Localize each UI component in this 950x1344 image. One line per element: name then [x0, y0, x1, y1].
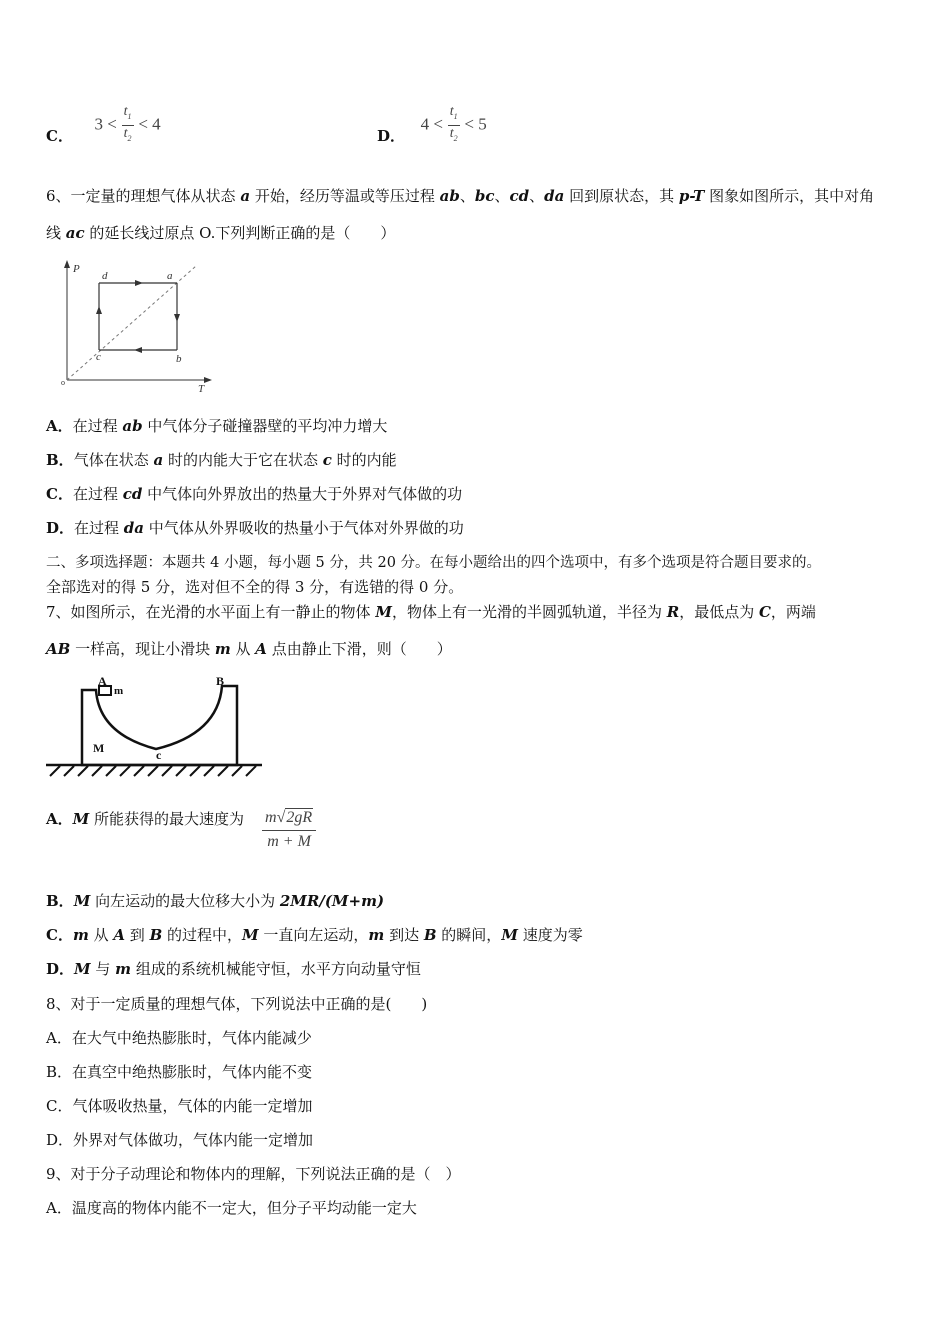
- q6-option-d: D．在过程 da 中气体从外界吸收的热量小于气体对外界做的功: [46, 519, 464, 537]
- q8-option-c: C．气体吸收热量，气体的内能一定增加: [46, 1097, 313, 1115]
- q7-stem-line1: 7、如图所示，在光滑的水平面上有一静止的物体 M，物体上有一光滑的半圆弧轨道，半径为 R，最低点为 C，两端: [46, 603, 816, 621]
- label-d: d: [102, 270, 108, 282]
- q6-pt-diagram: [58, 258, 218, 398]
- label-t: T: [198, 383, 205, 395]
- q6-stem-line1: 6、一定量的理想气体从状态 a 开始，经历等温或等压过程 ab、bc、cd、da 回到原状态，其 p-T 图象如图所示，其中对角: [46, 187, 875, 205]
- formula-denominator: m + M: [267, 833, 311, 850]
- q6-option-a: A．在过程 ab 中气体分子碰撞器壁的平均冲力增大: [46, 417, 388, 435]
- label-A: A: [98, 674, 107, 688]
- section2-heading-line1: 二、多项选择题：本题共 4 小题，每小题 5 分，共 20 分。在每小题给出的四个选项中，有多个选项是符合题目要求的。: [46, 555, 822, 571]
- q9-option-a: A．温度高的物体内能不一定大，但分子平均动能一定大: [46, 1199, 417, 1217]
- q5-option-d: [377, 104, 487, 147]
- q5-option-d-label: D．: [377, 127, 406, 146]
- q5-option-c: [46, 104, 161, 147]
- arrow-cd: [96, 306, 102, 314]
- q5-option-c-rhs: < 4: [138, 114, 161, 134]
- label-M: M: [93, 741, 105, 755]
- arrow-ab: [174, 314, 180, 322]
- p-axis-arrow: [64, 260, 70, 268]
- q5-option-c-fraction: $\frac{t_1}{t_2}$: [123, 104, 132, 143]
- q5-option-c-label: C．: [46, 127, 73, 146]
- q8-stem: 8、对于一定质量的理想气体，下列说法中正确的是( ): [46, 995, 428, 1013]
- label-B: B: [216, 674, 225, 688]
- label-p: P: [73, 263, 80, 275]
- q8-option-b: B．在真空中绝热膨胀时，气体内能不变: [46, 1063, 313, 1081]
- q6-option-b: B．气体在状态 a 时的内能大于它在状态 c 时的内能: [46, 451, 397, 469]
- t-axis-arrow: [204, 377, 212, 383]
- arrow-da: [135, 280, 143, 286]
- q6-option-c: C．在过程 cd 中气体向外界放出的热量大于外界对气体做的功: [46, 485, 463, 503]
- q9-stem: 9、对于分子动理论和物体内的理解，下列说法正确的是（ ）: [46, 1165, 461, 1183]
- q8-option-a: A．在大气中绝热膨胀时，气体内能减少: [46, 1029, 312, 1047]
- q7-option-a-formula: [262, 808, 316, 853]
- q7-option-a: A．M 所能获得的最大速度为: [46, 810, 245, 828]
- q5-option-d-rhs: < 5: [464, 114, 487, 134]
- label-c: c: [96, 351, 101, 363]
- label-a: a: [167, 270, 173, 282]
- q7-option-b: B．M 向左运动的最大位移大小为 2MR/(M+m): [46, 892, 385, 910]
- q7-track-diagram: [44, 672, 266, 784]
- formula-numerator: m√2gR: [262, 808, 316, 831]
- q7-option-c: C．m 从 A 到 B 的过程中，M 一直向左运动，m 到达 B 的瞬间，M 速度为零: [46, 926, 583, 944]
- section2-heading-line2: 全部选对的得 5 分，选对但不全的得 3 分，有选错的得 0 分。: [46, 578, 464, 596]
- q6-stem-line2: 线 ac 的延长线过原点 O.下列判断正确的是（ ）: [46, 224, 396, 242]
- q5-option-c-lhs: 3 <: [94, 114, 117, 134]
- label-C: c: [156, 748, 162, 762]
- q5-option-d-lhs: 4 <: [420, 114, 443, 134]
- q8-option-d: D．外界对气体做功，气体内能一定增加: [46, 1131, 314, 1149]
- q5-option-d-fraction: $\frac{t_1}{t_2}$: [449, 104, 458, 143]
- q7-stem-line2: AB 一样高，现让小滑块 m 从 A 点由静止下滑，则（ ）: [46, 640, 452, 658]
- label-m: m: [114, 685, 124, 697]
- label-b: b: [176, 353, 182, 365]
- arrow-bc: [134, 347, 142, 353]
- label-origin: o: [61, 378, 65, 387]
- q7-option-d: D．M 与 m 组成的系统机械能守恒，水平方向动量守恒: [46, 960, 421, 978]
- ground-hatch: [50, 766, 256, 776]
